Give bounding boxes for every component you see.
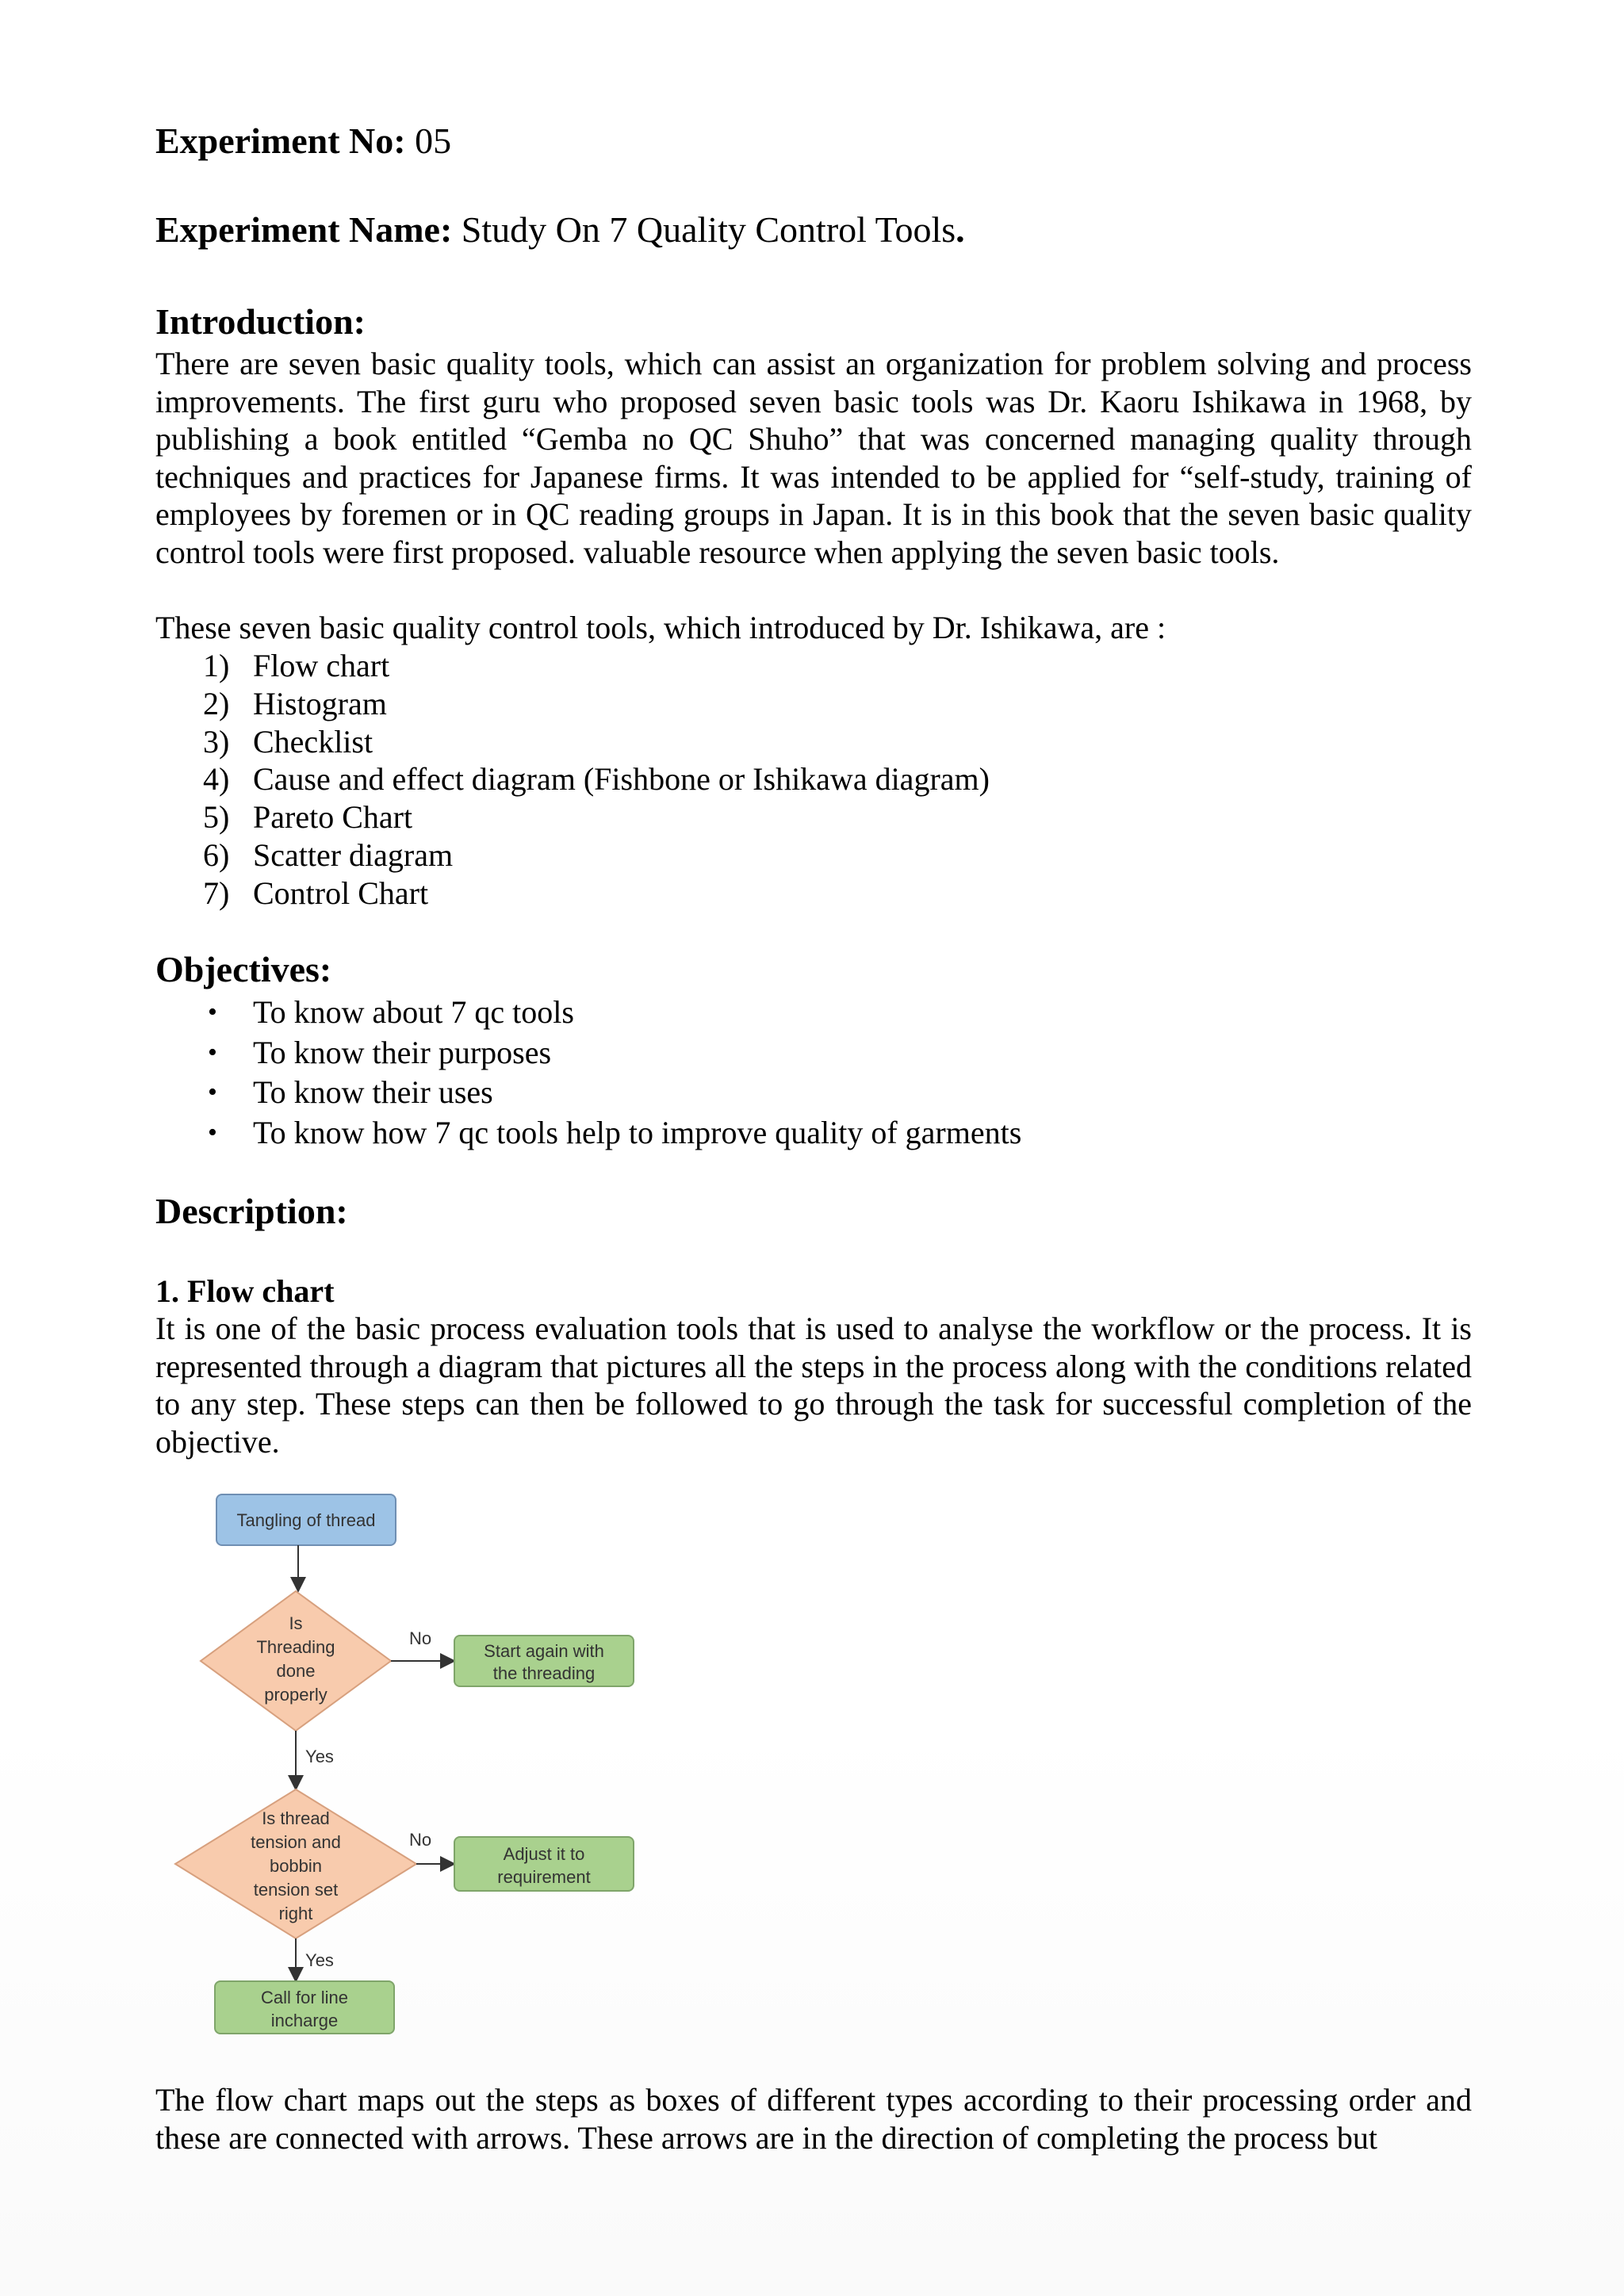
- tools-list-intro: These seven basic quality control tools, which introduced by Dr. Ishikawa, are :: [155, 610, 1166, 645]
- flow-chart-heading: 1. Flow chart: [155, 1273, 335, 1309]
- experiment-number-value: 05: [415, 121, 452, 161]
- list-item: 2) Histogram: [203, 685, 387, 721]
- tools-list: [155, 647, 990, 913]
- list-item: • To know their purposes: [155, 1033, 1021, 1073]
- description-heading: Description:: [155, 1191, 348, 1231]
- list-item: 4) Cause and effect diagram (Fishbone or Ishikawa diagram): [203, 761, 990, 798]
- end-line: incharge: [270, 2011, 339, 2030]
- list-item: 6) Scatter diagram: [203, 836, 454, 873]
- decision-2-line: right: [278, 1904, 313, 1923]
- bullet-icon: •: [208, 997, 217, 1027]
- action-2-line: requirement: [497, 1867, 591, 1887]
- flow-chart-diagram: [170, 1471, 678, 2049]
- list-item: 3) Checklist: [203, 723, 373, 760]
- list-item: 1) Flow chart: [203, 648, 390, 683]
- objectives-heading: Objectives:: [155, 949, 332, 989]
- list-item: • To know how 7 qc tools help to improve quality of garments: [155, 1113, 1021, 1154]
- action-1-line: the threading: [492, 1663, 596, 1683]
- list-item: • To know about 7 qc tools: [155, 993, 1021, 1033]
- experiment-number-label: Experiment No:: [155, 121, 406, 161]
- decision-2-line: tension and: [251, 1832, 341, 1852]
- decision-1-line: Threading: [256, 1637, 335, 1657]
- yes-label: Yes: [305, 1950, 334, 1970]
- no-label: No: [408, 1628, 432, 1648]
- flow-start-text: Tangling of thread: [236, 1510, 376, 1530]
- objectives-list: [155, 993, 1021, 1153]
- decision-1-line: properly: [264, 1685, 327, 1705]
- closing-paragraph: The flow chart maps out the steps as boxes of different types according to their processing order and these are connected with arrows. These arrows are in the direction of completing the process but: [155, 2082, 1472, 2156]
- list-item: 7) Control Chart: [203, 874, 429, 911]
- introduction-heading: Introduction:: [155, 301, 366, 342]
- decision-1-line: Is: [289, 1613, 303, 1633]
- yes-label: Yes: [305, 1747, 334, 1766]
- experiment-name-value: Study On 7 Quality Control Tools: [461, 209, 956, 250]
- decision-2-line: tension set: [253, 1880, 339, 1900]
- experiment-name: [155, 208, 965, 251]
- no-label: No: [408, 1830, 432, 1850]
- experiment-name-label: Experiment Name:: [155, 209, 453, 250]
- action-2-line: Adjust it to: [503, 1844, 585, 1864]
- bullet-icon: •: [208, 1077, 217, 1107]
- list-item: 5) Pareto Chart: [203, 799, 413, 836]
- decision-1-line: done: [276, 1661, 316, 1681]
- bullet-icon: •: [208, 1037, 217, 1067]
- introduction-paragraph: There are seven basic quality tools, which can assist an organization for problem solving and process improvements. The first guru who proposed seven basic tools was Dr. Kaoru Ishikawa in 1968, by publishing a book entitled “Gemba no QC Shuho” that was concerned managing quality through techniques and practices for Japanese firms. It was intended to be applied for “self-study, training of employees by foremen or in QC reading groups in Japan. It is in this book that the seven basic quality control tools were first proposed. valuable resource when applying the seven basic tools.: [155, 346, 1472, 570]
- list-item: • To know their uses: [155, 1073, 1021, 1113]
- bullet-icon: •: [208, 1117, 217, 1147]
- action-1-line: Start again with: [484, 1641, 604, 1661]
- experiment-number: [155, 119, 451, 163]
- decision-2-line: bobbin: [269, 1856, 323, 1876]
- decision-2-line: Is thread: [262, 1808, 330, 1828]
- end-line: Call for line: [260, 1988, 349, 2007]
- experiment-name-period: .: [956, 209, 965, 250]
- flow-chart-paragraph: It is one of the basic process evaluation tools that is used to analyse the workflow or the process. It is represented through a diagram that pictures all the steps in the process along with the conditions related to any step. These steps can then be followed to go through the task for successful completion of the objective.: [155, 1311, 1472, 1460]
